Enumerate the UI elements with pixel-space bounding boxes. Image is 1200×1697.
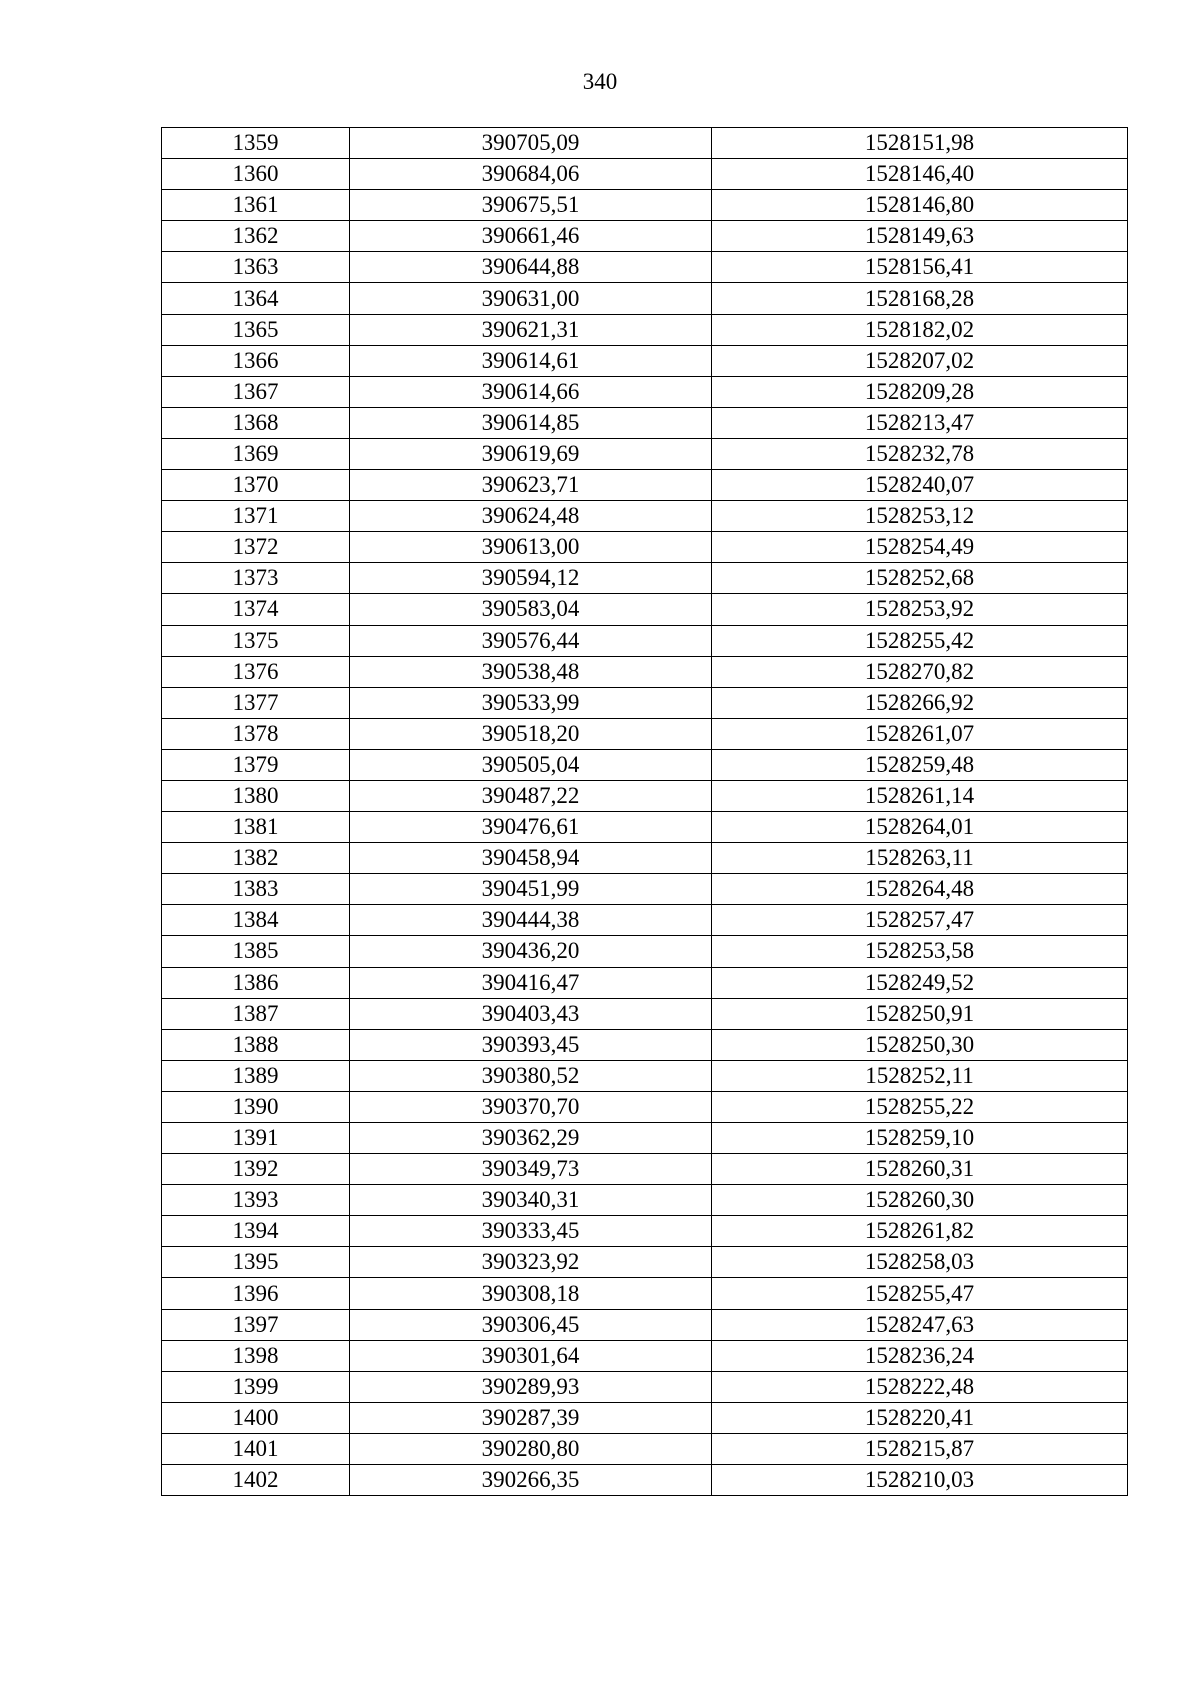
x-coordinate-cell: 390451,99 xyxy=(350,874,712,905)
table-row xyxy=(162,1185,1128,1216)
y-coordinate-cell: 1528259,10 xyxy=(712,1123,1128,1154)
y-coordinate-cell: 1528168,28 xyxy=(712,283,1128,314)
x-coordinate-cell: 390333,45 xyxy=(350,1216,712,1247)
y-coordinate-cell: 1528261,82 xyxy=(712,1216,1128,1247)
y-coordinate-cell: 1528255,47 xyxy=(712,1278,1128,1309)
table-row xyxy=(162,438,1128,469)
point-number-cell: 1383 xyxy=(162,874,350,905)
x-coordinate-cell: 390476,61 xyxy=(350,812,712,843)
y-coordinate-cell: 1528232,78 xyxy=(712,438,1128,469)
point-number-cell: 1393 xyxy=(162,1185,350,1216)
point-number-cell: 1381 xyxy=(162,812,350,843)
y-coordinate-cell: 1528236,24 xyxy=(712,1340,1128,1371)
x-coordinate-cell: 390287,39 xyxy=(350,1402,712,1433)
y-coordinate-cell: 1528258,03 xyxy=(712,1247,1128,1278)
table-row xyxy=(162,843,1128,874)
coordinates-table-body xyxy=(162,128,1128,1496)
point-number-cell: 1362 xyxy=(162,221,350,252)
y-coordinate-cell: 1528261,07 xyxy=(712,718,1128,749)
y-coordinate-cell: 1528149,63 xyxy=(712,221,1128,252)
table-row xyxy=(162,1060,1128,1091)
point-number-cell: 1371 xyxy=(162,501,350,532)
table-row xyxy=(162,190,1128,221)
point-number-cell: 1395 xyxy=(162,1247,350,1278)
x-coordinate-cell: 390487,22 xyxy=(350,780,712,811)
point-number-cell: 1361 xyxy=(162,190,350,221)
point-number-cell: 1397 xyxy=(162,1309,350,1340)
table-row xyxy=(162,998,1128,1029)
table-row xyxy=(162,594,1128,625)
x-coordinate-cell: 390661,46 xyxy=(350,221,712,252)
table-row xyxy=(162,780,1128,811)
x-coordinate-cell: 390614,85 xyxy=(350,407,712,438)
table-row xyxy=(162,1402,1128,1433)
point-number-cell: 1398 xyxy=(162,1340,350,1371)
point-number-cell: 1394 xyxy=(162,1216,350,1247)
y-coordinate-cell: 1528255,42 xyxy=(712,625,1128,656)
table-row xyxy=(162,1154,1128,1185)
y-coordinate-cell: 1528259,48 xyxy=(712,749,1128,780)
table-row xyxy=(162,687,1128,718)
table-row xyxy=(162,1123,1128,1154)
x-coordinate-cell: 390370,70 xyxy=(350,1091,712,1122)
table-row xyxy=(162,967,1128,998)
table-row xyxy=(162,1465,1128,1496)
page-number: 340 xyxy=(582,69,618,94)
point-number-cell: 1401 xyxy=(162,1433,350,1464)
table-row xyxy=(162,221,1128,252)
table-row xyxy=(162,283,1128,314)
point-number-cell: 1379 xyxy=(162,749,350,780)
point-number-cell: 1375 xyxy=(162,625,350,656)
table-row xyxy=(162,1091,1128,1122)
x-coordinate-cell: 390362,29 xyxy=(350,1123,712,1154)
y-coordinate-cell: 1528261,14 xyxy=(712,780,1128,811)
x-coordinate-cell: 390624,48 xyxy=(350,501,712,532)
y-coordinate-cell: 1528252,11 xyxy=(712,1060,1128,1091)
x-coordinate-cell: 390684,06 xyxy=(350,159,712,190)
point-number-cell: 1400 xyxy=(162,1402,350,1433)
y-coordinate-cell: 1528249,52 xyxy=(712,967,1128,998)
table-row xyxy=(162,1309,1128,1340)
table-row xyxy=(162,874,1128,905)
x-coordinate-cell: 390306,45 xyxy=(350,1309,712,1340)
point-number-cell: 1378 xyxy=(162,718,350,749)
point-number-cell: 1380 xyxy=(162,780,350,811)
y-coordinate-cell: 1528257,47 xyxy=(712,905,1128,936)
y-coordinate-cell: 1528220,41 xyxy=(712,1402,1128,1433)
table-row xyxy=(162,532,1128,563)
x-coordinate-cell: 390323,92 xyxy=(350,1247,712,1278)
y-coordinate-cell: 1528250,91 xyxy=(712,998,1128,1029)
point-number-cell: 1364 xyxy=(162,283,350,314)
x-coordinate-cell: 390621,31 xyxy=(350,314,712,345)
y-coordinate-cell: 1528207,02 xyxy=(712,345,1128,376)
point-number-cell: 1402 xyxy=(162,1465,350,1496)
y-coordinate-cell: 1528250,30 xyxy=(712,1029,1128,1060)
table-row xyxy=(162,1247,1128,1278)
y-coordinate-cell: 1528247,63 xyxy=(712,1309,1128,1340)
y-coordinate-cell: 1528255,22 xyxy=(712,1091,1128,1122)
point-number-cell: 1363 xyxy=(162,252,350,283)
table-row xyxy=(162,656,1128,687)
x-coordinate-cell: 390613,00 xyxy=(350,532,712,563)
point-number-cell: 1391 xyxy=(162,1123,350,1154)
table-row xyxy=(162,812,1128,843)
x-coordinate-cell: 390380,52 xyxy=(350,1060,712,1091)
table-row xyxy=(162,314,1128,345)
y-coordinate-cell: 1528156,41 xyxy=(712,252,1128,283)
x-coordinate-cell: 390623,71 xyxy=(350,470,712,501)
x-coordinate-cell: 390705,09 xyxy=(350,128,712,159)
table-row xyxy=(162,563,1128,594)
table-row xyxy=(162,128,1128,159)
point-number-cell: 1370 xyxy=(162,470,350,501)
y-coordinate-cell: 1528260,31 xyxy=(712,1154,1128,1185)
y-coordinate-cell: 1528240,07 xyxy=(712,470,1128,501)
table-row xyxy=(162,936,1128,967)
x-coordinate-cell: 390675,51 xyxy=(350,190,712,221)
x-coordinate-cell: 390301,64 xyxy=(350,1340,712,1371)
y-coordinate-cell: 1528264,48 xyxy=(712,874,1128,905)
point-number-cell: 1373 xyxy=(162,563,350,594)
x-coordinate-cell: 390533,99 xyxy=(350,687,712,718)
table-row xyxy=(162,376,1128,407)
y-coordinate-cell: 1528253,58 xyxy=(712,936,1128,967)
point-number-cell: 1369 xyxy=(162,438,350,469)
x-coordinate-cell: 390340,31 xyxy=(350,1185,712,1216)
point-number-cell: 1388 xyxy=(162,1029,350,1060)
y-coordinate-cell: 1528222,48 xyxy=(712,1371,1128,1402)
coordinates-table xyxy=(161,127,1128,1496)
table-row xyxy=(162,345,1128,376)
table-row xyxy=(162,1340,1128,1371)
y-coordinate-cell: 1528213,47 xyxy=(712,407,1128,438)
point-number-cell: 1392 xyxy=(162,1154,350,1185)
point-number-cell: 1382 xyxy=(162,843,350,874)
point-number-cell: 1374 xyxy=(162,594,350,625)
point-number-cell: 1367 xyxy=(162,376,350,407)
y-coordinate-cell: 1528210,03 xyxy=(712,1465,1128,1496)
point-number-cell: 1396 xyxy=(162,1278,350,1309)
y-coordinate-cell: 1528264,01 xyxy=(712,812,1128,843)
x-coordinate-cell: 390619,69 xyxy=(350,438,712,469)
point-number-cell: 1360 xyxy=(162,159,350,190)
x-coordinate-cell: 390444,38 xyxy=(350,905,712,936)
table-row xyxy=(162,1278,1128,1309)
point-number-cell: 1389 xyxy=(162,1060,350,1091)
x-coordinate-cell: 390505,04 xyxy=(350,749,712,780)
point-number-cell: 1366 xyxy=(162,345,350,376)
x-coordinate-cell: 390393,45 xyxy=(350,1029,712,1060)
y-coordinate-cell: 1528254,49 xyxy=(712,532,1128,563)
point-number-cell: 1365 xyxy=(162,314,350,345)
table-row xyxy=(162,905,1128,936)
x-coordinate-cell: 390289,93 xyxy=(350,1371,712,1402)
y-coordinate-cell: 1528270,82 xyxy=(712,656,1128,687)
table-row xyxy=(162,718,1128,749)
y-coordinate-cell: 1528252,68 xyxy=(712,563,1128,594)
table-row xyxy=(162,1371,1128,1402)
x-coordinate-cell: 390583,04 xyxy=(350,594,712,625)
y-coordinate-cell: 1528146,40 xyxy=(712,159,1128,190)
table-row xyxy=(162,1433,1128,1464)
x-coordinate-cell: 390594,12 xyxy=(350,563,712,594)
y-coordinate-cell: 1528182,02 xyxy=(712,314,1128,345)
y-coordinate-cell: 1528263,11 xyxy=(712,843,1128,874)
table-row xyxy=(162,749,1128,780)
point-number-cell: 1385 xyxy=(162,936,350,967)
table-row xyxy=(162,625,1128,656)
x-coordinate-cell: 390576,44 xyxy=(350,625,712,656)
point-number-cell: 1390 xyxy=(162,1091,350,1122)
y-coordinate-cell: 1528260,30 xyxy=(712,1185,1128,1216)
point-number-cell: 1368 xyxy=(162,407,350,438)
table-row xyxy=(162,407,1128,438)
table-row xyxy=(162,501,1128,532)
x-coordinate-cell: 390458,94 xyxy=(350,843,712,874)
x-coordinate-cell: 390349,73 xyxy=(350,1154,712,1185)
x-coordinate-cell: 390308,18 xyxy=(350,1278,712,1309)
x-coordinate-cell: 390436,20 xyxy=(350,936,712,967)
table-row xyxy=(162,1216,1128,1247)
x-coordinate-cell: 390266,35 xyxy=(350,1465,712,1496)
point-number-cell: 1372 xyxy=(162,532,350,563)
point-number-cell: 1386 xyxy=(162,967,350,998)
x-coordinate-cell: 390403,43 xyxy=(350,998,712,1029)
point-number-cell: 1384 xyxy=(162,905,350,936)
y-coordinate-cell: 1528215,87 xyxy=(712,1433,1128,1464)
x-coordinate-cell: 390644,88 xyxy=(350,252,712,283)
y-coordinate-cell: 1528266,92 xyxy=(712,687,1128,718)
table-row xyxy=(162,252,1128,283)
x-coordinate-cell: 390280,80 xyxy=(350,1433,712,1464)
point-number-cell: 1387 xyxy=(162,998,350,1029)
x-coordinate-cell: 390416,47 xyxy=(350,967,712,998)
y-coordinate-cell: 1528253,92 xyxy=(712,594,1128,625)
x-coordinate-cell: 390614,61 xyxy=(350,345,712,376)
table-row xyxy=(162,470,1128,501)
point-number-cell: 1377 xyxy=(162,687,350,718)
y-coordinate-cell: 1528253,12 xyxy=(712,501,1128,532)
x-coordinate-cell: 390614,66 xyxy=(350,376,712,407)
x-coordinate-cell: 390631,00 xyxy=(350,283,712,314)
x-coordinate-cell: 390518,20 xyxy=(350,718,712,749)
x-coordinate-cell: 390538,48 xyxy=(350,656,712,687)
point-number-cell: 1399 xyxy=(162,1371,350,1402)
point-number-cell: 1376 xyxy=(162,656,350,687)
y-coordinate-cell: 1528209,28 xyxy=(712,376,1128,407)
table-row xyxy=(162,1029,1128,1060)
y-coordinate-cell: 1528146,80 xyxy=(712,190,1128,221)
point-number-cell: 1359 xyxy=(162,128,350,159)
y-coordinate-cell: 1528151,98 xyxy=(712,128,1128,159)
table-row xyxy=(162,159,1128,190)
